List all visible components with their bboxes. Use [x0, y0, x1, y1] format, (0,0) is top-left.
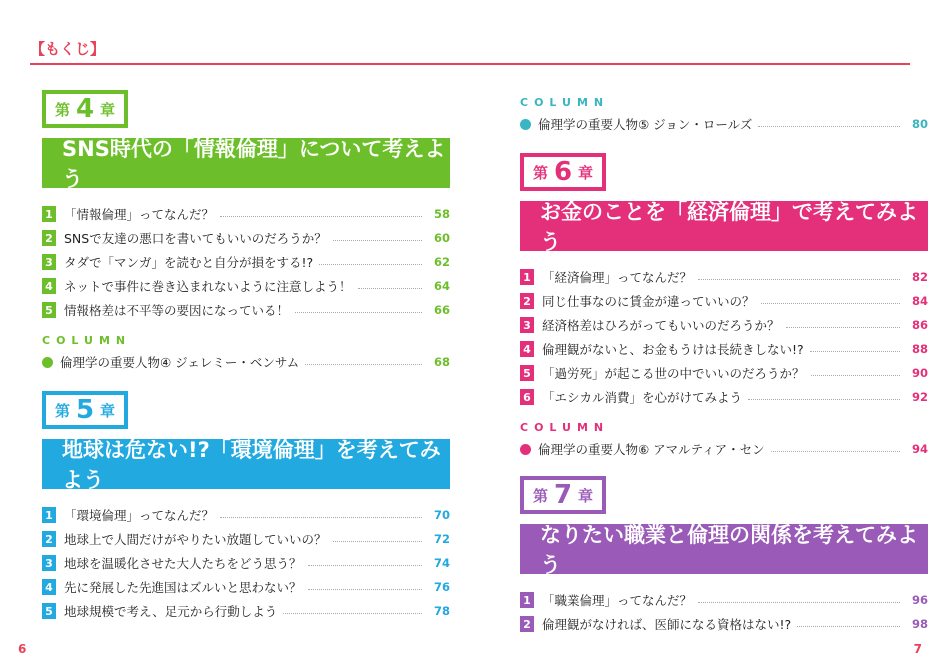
item-title: ネットで事件に巻き込まれないように注意しよう！ [64, 279, 352, 294]
chapter-number: 6 [553, 157, 573, 187]
chapter-5 [42, 391, 450, 623]
column-item[interactable] [42, 351, 450, 373]
toc-item[interactable] [42, 226, 450, 250]
item-title: 地球を温暖化させた大人たちをどう思う？ [64, 556, 302, 571]
chapter-badge-sho: 章 [100, 401, 116, 420]
chapter-number: 4 [75, 94, 95, 124]
item-title: 倫理観がないと、お金もうけは長続きしない!? [542, 342, 804, 357]
chapter-badge [520, 153, 606, 191]
item-page: 98 [911, 617, 928, 631]
header-rule [30, 63, 910, 65]
bullet-dot-icon [520, 119, 531, 130]
chapter-title: なりたい職業と倫理の関係を考えてみよう [520, 524, 928, 574]
toc-item[interactable] [520, 612, 928, 636]
chapter-badge-dai: 第 [54, 100, 70, 119]
bullet-dot-icon [42, 357, 53, 368]
right-column [520, 96, 928, 636]
item-number: 5 [42, 302, 56, 318]
chapter-badge-dai: 第 [54, 401, 70, 420]
toc-item[interactable] [520, 588, 928, 612]
leader-dots [295, 312, 422, 313]
leader-dots [319, 264, 422, 265]
chapter-item-list [42, 202, 450, 322]
item-title: 経済格差はひろがってもいいのだろうか？ [542, 318, 780, 333]
leader-dots [758, 126, 900, 127]
chapter-item-list [42, 503, 450, 623]
column-label: COLUMN [520, 96, 610, 109]
chapter-number: 5 [75, 395, 95, 425]
chapter-title: 地球は危ない!?「環境倫理」を考えてみよう [42, 439, 450, 489]
chapter-title: お金のことを「経済倫理」で考えてみよう [520, 201, 928, 251]
chapter-badge [42, 90, 128, 128]
item-number: 4 [42, 579, 56, 595]
item-number: 3 [42, 254, 56, 270]
item-page: 90 [911, 366, 928, 380]
item-title: 「過労死」が起こる世の中でいいのだろうか？ [542, 366, 805, 381]
chapter-6 [520, 153, 928, 460]
leader-dots [333, 240, 422, 241]
toc-item[interactable] [520, 361, 928, 385]
item-number: 1 [42, 206, 56, 222]
toc-item[interactable] [520, 289, 928, 313]
item-page: 74 [433, 556, 450, 570]
toc-item[interactable] [42, 202, 450, 226]
toc-item[interactable] [42, 551, 450, 575]
leader-dots [748, 399, 900, 400]
item-number: 4 [42, 278, 56, 294]
toc-item[interactable] [520, 313, 928, 337]
item-number: 5 [520, 365, 534, 381]
toc-item[interactable] [42, 503, 450, 527]
leader-dots [333, 541, 422, 542]
item-title: 「環境倫理」ってなんだ？ [64, 508, 215, 523]
item-page: 64 [433, 279, 450, 293]
item-title: 「エシカル消費」を心がけてみよう [542, 390, 743, 405]
toc-item[interactable] [42, 599, 450, 623]
leader-dots [283, 613, 422, 614]
toc-item[interactable] [520, 337, 928, 361]
item-page: 62 [433, 255, 450, 269]
toc-item[interactable] [42, 575, 450, 599]
column-item[interactable] [520, 113, 928, 135]
leader-dots [305, 364, 422, 365]
item-title: 「情報倫理」ってなんだ？ [64, 207, 215, 222]
item-number: 3 [42, 555, 56, 571]
toc-item[interactable] [42, 527, 450, 551]
chapter-badge-sho: 章 [100, 100, 116, 119]
chapter-badge-sho: 章 [578, 163, 594, 182]
column-title: 倫理学の重要人物⑤ ジョン・ロールズ [538, 117, 753, 132]
toc-item[interactable] [42, 250, 450, 274]
chapter-title: SNS時代の「情報倫理」について考えよう [42, 138, 450, 188]
item-page: 96 [911, 593, 928, 607]
chapter-badge-dai: 第 [532, 486, 548, 505]
item-page: 76 [433, 580, 450, 594]
item-number: 6 [520, 389, 534, 405]
item-title: 「職業倫理」ってなんだ？ [542, 593, 693, 608]
item-number: 2 [42, 531, 56, 547]
item-page: 58 [433, 207, 450, 221]
item-page: 60 [433, 231, 450, 245]
leader-dots [771, 451, 900, 452]
item-number: 2 [520, 616, 534, 632]
toc-item[interactable] [42, 274, 450, 298]
column-title: 倫理学の重要人物④ ジェレミー・ベンサム [60, 355, 300, 370]
leader-dots [358, 288, 422, 289]
leader-dots [698, 602, 900, 603]
page-number-right: 7 [913, 642, 922, 656]
chapter-badge-sho: 章 [578, 486, 594, 505]
column-label: COLUMN [520, 421, 610, 434]
item-page: 78 [433, 604, 450, 618]
chapter-item-list [520, 588, 928, 636]
item-number: 2 [520, 293, 534, 309]
item-title: 先に発展した先進国はズルいと思わない？ [64, 580, 302, 595]
chapter-item-list [520, 265, 928, 409]
toc-item[interactable] [520, 385, 928, 409]
item-number: 1 [42, 507, 56, 523]
leader-dots [797, 626, 900, 627]
leader-dots [811, 375, 900, 376]
item-page: 66 [433, 303, 450, 317]
leader-dots [308, 565, 422, 566]
item-title: 同じ仕事なのに賃金が違っていいの？ [542, 294, 755, 309]
chapter-4 [42, 90, 450, 373]
leader-dots [786, 327, 900, 328]
item-title: タダで「マンガ」を読むと自分が損をする!? [64, 255, 314, 270]
chapter-number: 7 [553, 480, 573, 510]
leader-dots [220, 216, 422, 217]
item-page: 86 [911, 318, 928, 332]
column-page: 80 [911, 117, 928, 131]
toc-header: 【もくじ】 [30, 40, 106, 58]
item-page: 82 [911, 270, 928, 284]
item-title: 倫理観がなければ、医師になる資格はない!? [542, 617, 792, 632]
chapter-badge-dai: 第 [532, 163, 548, 182]
item-number: 2 [42, 230, 56, 246]
toc-item[interactable] [520, 265, 928, 289]
item-title: 地球上で人間だけがやりたい放題していいの？ [64, 532, 327, 547]
chapter-7 [520, 476, 928, 636]
item-number: 1 [520, 592, 534, 608]
leader-dots [761, 303, 900, 304]
leader-dots [308, 589, 422, 590]
item-page: 92 [911, 390, 928, 404]
column-label: COLUMN [42, 334, 132, 347]
item-title: 情報格差は不平等の要因になっている！ [64, 303, 290, 318]
column-title: 倫理学の重要人物⑥ アマルティア・セン [538, 442, 765, 457]
chapter-badge [42, 391, 128, 429]
item-title: SNSで友達の悪口を書いてもいいのだろうか？ [64, 231, 327, 246]
item-number: 1 [520, 269, 534, 285]
item-title: 地球規模で考え、足元から行動しよう [64, 604, 278, 619]
item-number: 3 [520, 317, 534, 333]
item-page: 88 [911, 342, 928, 356]
item-page: 72 [433, 532, 450, 546]
leader-dots [810, 351, 900, 352]
column-page: 94 [911, 442, 928, 456]
toc-item[interactable] [42, 298, 450, 322]
item-number: 4 [520, 341, 534, 357]
item-page: 70 [433, 508, 450, 522]
column-item[interactable] [520, 438, 928, 460]
leader-dots [220, 517, 422, 518]
chapter-badge [520, 476, 606, 514]
item-page: 84 [911, 294, 928, 308]
item-title: 「経済倫理」ってなんだ？ [542, 270, 693, 285]
left-column [42, 90, 450, 623]
bullet-dot-icon [520, 444, 531, 455]
column-page: 68 [433, 355, 450, 369]
item-number: 5 [42, 603, 56, 619]
leader-dots [698, 279, 900, 280]
page-number-left: 6 [18, 642, 27, 656]
